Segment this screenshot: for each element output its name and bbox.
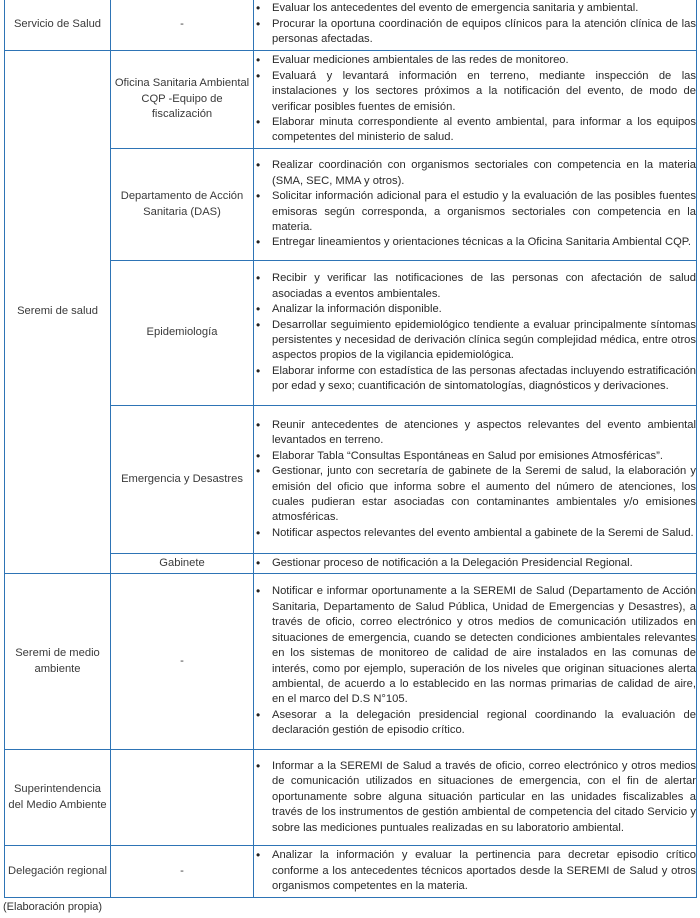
task-list (254, 584, 696, 738)
task-item: • Analizar la información disponible. (254, 302, 696, 317)
unit-cell: Epidemiología (111, 261, 254, 406)
entity-cell: Delegación regional (5, 846, 111, 898)
task-list (254, 759, 696, 836)
task-item: • Informar a la SEREMI de Salud a través de oficio, correo electrónico y otros medios de comunicación utilizados en situaciones de emergencia, con el fin de alertar oportunamente sobre alguna situación particular en las unidades fiscalizables a través de los instrumentos de gestión ambiental de competencia del citado Servicio y sobre las mediciones puntuales realizadas en su laboratorio ambiental. (254, 759, 696, 836)
task-list (254, 556, 696, 571)
task-item: • Desarrollar seguimiento epidemiológico tendiente a evaluar principalmente síntomas persistentes y necesidad de derivación clínica según complejidad médica, entre otros aspectos propios de la vigilancia epidemiológica. (254, 318, 696, 364)
unit-cell: - (111, 574, 254, 750)
task-list (254, 418, 696, 541)
responsibilities-table (4, 0, 697, 898)
tasks-cell (254, 750, 697, 846)
unit-cell: Departamento de Acción Sanitaria (DAS) (111, 149, 254, 261)
entity-cell: Servicio de Salud (5, 0, 111, 51)
task-item: • Recibir y verificar las notificaciones de las personas con afectación de salud asociadas a eventos ambientales. (254, 271, 696, 302)
unit-cell: Oficina Sanitaria Ambiental CQP -Equipo de fiscalización (111, 51, 254, 149)
task-list (254, 848, 696, 894)
table-row (5, 0, 697, 51)
entity-cell: Seremi de salud (5, 51, 111, 574)
tasks-cell (254, 574, 697, 750)
table-row (5, 574, 697, 750)
task-item: • Elaborar Tabla “Consultas Espontáneas en Salud por emisiones Atmosféricas”. (254, 449, 696, 464)
task-item: • Notificar aspectos relevantes del evento ambiental a gabinete de la Seremi de Salud. (254, 526, 696, 541)
tasks-cell (254, 554, 697, 574)
table-row (5, 846, 697, 898)
unit-cell (111, 750, 254, 846)
task-item: • Elaborar informe con estadística de las personas afectadas incluyendo estratificación por edad y sexo; cuantificación de sintomatologías, diagnósticos y derivaciones. (254, 364, 696, 395)
tasks-cell (254, 149, 697, 261)
task-item: • Notificar e informar oportunamente a la SEREMI de Salud (Departamento de Acción Sanitaria, Departamento de Salud Pública, Unidad de Emergencias y Desastres), a través de oficio, correo electrónico y otros medios de comunicación utilizados en situaciones de emergencia, cuando se detecten condiciones ambientales relevantes en los sistemas de monitoreo de calidad de aire instalados en las comunas de interés, como por ejemplo, superación de los niveles que originan situaciones alerta ambiental, de acuerdo a lo establecido en las normas primarias de calidad de aire, en el marco del D.S N°105. (254, 584, 696, 707)
task-item: • Evaluará y levantará información en terreno, mediante inspección de las instalaciones y los sectores próximos a la notificación del evento, de modo de verificar posibles fuentes de emisión. (254, 69, 696, 115)
task-item: • Analizar la información y evaluar la pertinencia para decretar episodio crítico conforme a los antecedentes técnicos aportados desde la SEREMI de Salud y otros organismos competentes en la materia. (254, 848, 696, 894)
entity-cell: Seremi de medio ambiente (5, 574, 111, 750)
task-item: • Asesorar a la delegación presidencial regional coordinando la evaluación de declaración gestión de episodio crítico. (254, 708, 696, 739)
tasks-cell (254, 406, 697, 554)
table-body (5, 0, 697, 898)
task-item: • Evaluar mediciones ambientales de las redes de monitoreo. (254, 53, 696, 68)
task-list (254, 1, 696, 47)
table-row (5, 51, 697, 149)
tasks-cell (254, 51, 697, 149)
task-item: • Gestionar, junto con secretaría de gabinete de la Seremi de salud, la elaboración y emisión del oficio que informa sobre el aumento del número de atenciones, los cuales pudieran estar asociadas con contaminantes ambientales y/o emisiones atmosféricas. (254, 464, 696, 526)
task-list (254, 53, 696, 145)
task-list (254, 271, 696, 394)
task-item: • Gestionar proceso de notificación a la Delegación Presidencial Regional. (254, 556, 696, 571)
unit-cell: Emergencia y Desastres (111, 406, 254, 554)
task-list (254, 158, 696, 250)
tasks-cell (254, 261, 697, 406)
task-item: • Entregar lineamientos y orientaciones técnicas a la Oficina Sanitaria Ambiental CQP. (254, 235, 696, 250)
unit-cell: Gabinete (111, 554, 254, 574)
table-caption: (Elaboración propia) (3, 901, 103, 913)
entity-cell: Superintendencia del Medio Ambiente (5, 750, 111, 846)
task-item: • Evaluar los antecedentes del evento de emergencia sanitaria y ambiental. (254, 1, 696, 16)
tasks-cell (254, 846, 697, 898)
unit-cell: - (111, 846, 254, 898)
task-item: • Procurar la oportuna coordinación de equipos clínicos para la atención clínica de las personas afectadas. (254, 17, 696, 48)
unit-cell: - (111, 0, 254, 51)
task-item: • Solicitar información adicional para el estudio y la evaluación de las posibles fuentes emisoras según corresponda, a organismos sectoriales con competencia en la materia. (254, 189, 696, 235)
task-item: • Reunir antecedentes de atenciones y aspectos relevantes del evento ambiental levantados en terreno. (254, 418, 696, 449)
task-item: • Realizar coordinación con organismos sectoriales con competencia en la materia (SMA, SEC, MMA y otros). (254, 158, 696, 189)
tasks-cell (254, 0, 697, 51)
table-row (5, 750, 697, 846)
task-item: • Elaborar minuta correspondiente al evento ambiental, para informar a los equipos competentes del ministerio de salud. (254, 115, 696, 146)
